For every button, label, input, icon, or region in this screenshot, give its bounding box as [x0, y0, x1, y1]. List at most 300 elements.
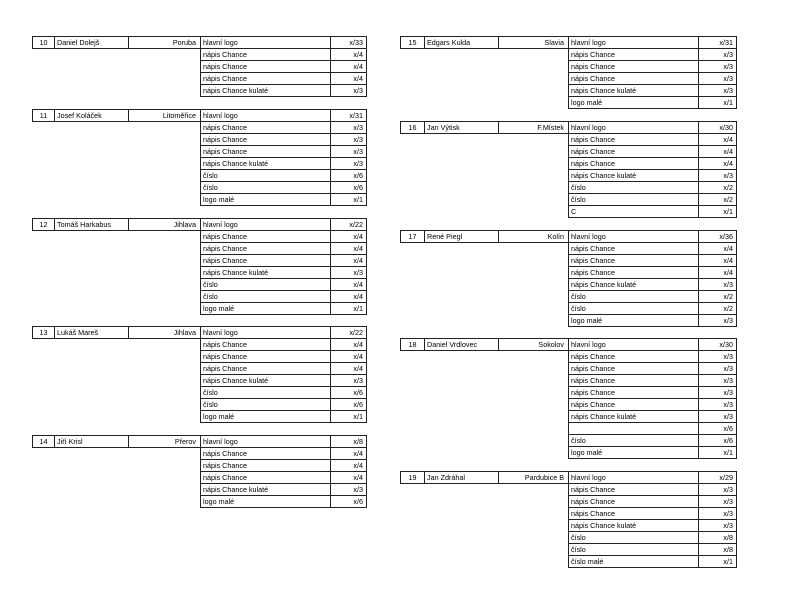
player-number: 14: [33, 436, 55, 448]
empty-cell: [499, 266, 569, 278]
item-label: číslo: [569, 544, 699, 556]
empty-cell: [55, 133, 129, 145]
item-label: nápis Chance: [201, 363, 331, 375]
empty-cell: [425, 278, 499, 290]
table-row: [401, 145, 737, 157]
table-row: [401, 387, 737, 399]
player-number: 10: [33, 37, 55, 49]
table-row: [33, 254, 367, 266]
empty-cell: [499, 133, 569, 145]
empty-cell: [499, 254, 569, 266]
empty-cell: [33, 121, 55, 133]
item-label: hlavní logo: [201, 109, 331, 121]
empty-cell: [499, 302, 569, 314]
empty-cell: [499, 157, 569, 169]
empty-cell: [401, 532, 425, 544]
player-block: [32, 218, 366, 315]
item-count: x/6: [331, 169, 367, 181]
table-row: [33, 460, 367, 472]
empty-cell: [401, 73, 425, 85]
table-row: [33, 230, 367, 242]
empty-cell: [425, 242, 499, 254]
item-label: hlavní logo: [201, 37, 331, 49]
item-count: x/3: [699, 411, 737, 423]
empty-cell: [499, 435, 569, 447]
player-name: Josef Koláček: [55, 109, 129, 121]
table-row: [401, 181, 737, 193]
left-column: [32, 36, 366, 520]
empty-cell: [425, 266, 499, 278]
item-label: číslo: [569, 290, 699, 302]
table-row: [33, 49, 367, 61]
item-label: hlavní logo: [569, 37, 699, 49]
empty-cell: [425, 133, 499, 145]
item-label: nápis Chance: [201, 49, 331, 61]
empty-cell: [499, 532, 569, 544]
item-count: x/1: [699, 205, 737, 217]
empty-cell: [55, 290, 129, 302]
item-label: nápis Chance: [569, 157, 699, 169]
player-table: [400, 121, 737, 218]
item-label: nápis Chance: [569, 133, 699, 145]
empty-cell: [499, 242, 569, 254]
item-label: [569, 423, 699, 435]
player-block: [32, 36, 366, 97]
empty-cell: [129, 230, 201, 242]
item-count: x/3: [331, 133, 367, 145]
empty-cell: [33, 73, 55, 85]
empty-cell: [425, 193, 499, 205]
empty-cell: [401, 61, 425, 73]
item-count: x/3: [699, 351, 737, 363]
empty-cell: [499, 49, 569, 61]
empty-cell: [55, 472, 129, 484]
empty-cell: [55, 339, 129, 351]
empty-cell: [129, 193, 201, 205]
player-table: [400, 36, 737, 109]
item-label: číslo: [569, 532, 699, 544]
empty-cell: [425, 520, 499, 532]
table-row: [33, 375, 367, 387]
table-row: [33, 169, 367, 181]
empty-cell: [33, 387, 55, 399]
empty-cell: [401, 49, 425, 61]
item-count: x/6: [331, 399, 367, 411]
item-count: x/3: [699, 169, 737, 181]
player-name: Daniel Vrdlovec: [425, 339, 499, 351]
empty-cell: [55, 375, 129, 387]
table-row: [401, 169, 737, 181]
table-row: [33, 411, 367, 423]
player-name: Daniel Dolejš: [55, 37, 129, 49]
item-count: x/2: [699, 193, 737, 205]
item-label: číslo: [569, 193, 699, 205]
empty-cell: [129, 278, 201, 290]
player-city: Přerov: [129, 436, 201, 448]
table-row: [33, 278, 367, 290]
item-count: x/4: [331, 49, 367, 61]
empty-cell: [499, 145, 569, 157]
item-label: nápis Chance: [201, 448, 331, 460]
item-label: číslo: [201, 290, 331, 302]
empty-cell: [33, 266, 55, 278]
item-label: hlavní logo: [569, 339, 699, 351]
table-row: [401, 266, 737, 278]
item-count: x/31: [699, 37, 737, 49]
empty-cell: [499, 278, 569, 290]
item-label: hlavní logo: [569, 230, 699, 242]
empty-cell: [55, 145, 129, 157]
empty-cell: [129, 157, 201, 169]
item-label: hlavní logo: [201, 436, 331, 448]
item-count: x/4: [699, 242, 737, 254]
item-count: x/3: [699, 496, 737, 508]
table-row: [33, 133, 367, 145]
table-row: [33, 145, 367, 157]
player-name: Edgars Kulda: [425, 37, 499, 49]
table-row: [401, 423, 737, 435]
empty-cell: [401, 544, 425, 556]
item-label: nápis Chance kulaté: [201, 484, 331, 496]
empty-cell: [499, 290, 569, 302]
empty-cell: [499, 85, 569, 97]
item-label: nápis Chance kulaté: [569, 169, 699, 181]
table-row: [33, 37, 367, 49]
table-row: [401, 254, 737, 266]
item-count: x/3: [699, 278, 737, 290]
item-count: x/3: [699, 49, 737, 61]
item-label: hlavní logo: [201, 327, 331, 339]
player-block: [32, 109, 366, 206]
empty-cell: [401, 447, 425, 459]
item-count: x/4: [699, 145, 737, 157]
item-count: x/3: [699, 375, 737, 387]
empty-cell: [425, 73, 499, 85]
table-row: [33, 242, 367, 254]
item-count: x/3: [699, 363, 737, 375]
item-label: logo malé: [201, 411, 331, 423]
empty-cell: [33, 351, 55, 363]
table-row: [401, 193, 737, 205]
table-row: [401, 73, 737, 85]
player-block: [400, 36, 736, 109]
empty-cell: [499, 399, 569, 411]
empty-cell: [129, 411, 201, 423]
empty-cell: [401, 181, 425, 193]
item-label: logo malé: [201, 496, 331, 508]
player-name: Jiří Krisl: [55, 436, 129, 448]
item-count: x/4: [699, 254, 737, 266]
table-row: [401, 37, 737, 49]
item-label: nápis Chance: [569, 49, 699, 61]
item-label: číslo: [201, 387, 331, 399]
empty-cell: [401, 423, 425, 435]
player-number: 13: [33, 327, 55, 339]
empty-cell: [499, 375, 569, 387]
empty-cell: [55, 399, 129, 411]
empty-cell: [401, 278, 425, 290]
player-city: F.Místek: [499, 121, 569, 133]
empty-cell: [129, 254, 201, 266]
item-count: x/3: [699, 399, 737, 411]
item-count: x/3: [331, 157, 367, 169]
empty-cell: [33, 496, 55, 508]
item-count: x/33: [331, 37, 367, 49]
item-label: hlavní logo: [201, 218, 331, 230]
table-row: [401, 314, 737, 326]
table-row: [33, 121, 367, 133]
empty-cell: [499, 411, 569, 423]
empty-cell: [425, 181, 499, 193]
table-row: [33, 339, 367, 351]
empty-cell: [33, 363, 55, 375]
item-label: číslo: [201, 169, 331, 181]
player-block: [400, 230, 736, 327]
player-table: [32, 326, 367, 423]
item-label: nápis Chance kulaté: [569, 278, 699, 290]
item-label: logo malé: [569, 447, 699, 459]
empty-cell: [55, 169, 129, 181]
table-row: [401, 242, 737, 254]
item-label: nápis Chance: [569, 508, 699, 520]
empty-cell: [55, 157, 129, 169]
empty-cell: [401, 484, 425, 496]
item-count: x/4: [331, 290, 367, 302]
table-row: [33, 266, 367, 278]
player-city: Jihlava: [129, 327, 201, 339]
item-count: x/1: [699, 447, 737, 459]
item-count: x/22: [331, 218, 367, 230]
empty-cell: [55, 193, 129, 205]
empty-cell: [55, 230, 129, 242]
empty-cell: [425, 49, 499, 61]
item-label: číslo: [569, 181, 699, 193]
player-city: Slavia: [499, 37, 569, 49]
item-label: nápis Chance kulaté: [201, 375, 331, 387]
empty-cell: [499, 508, 569, 520]
table-row: [33, 61, 367, 73]
player-table: [32, 109, 367, 206]
player-number: 15: [401, 37, 425, 49]
empty-cell: [499, 520, 569, 532]
empty-cell: [129, 266, 201, 278]
empty-cell: [425, 435, 499, 447]
item-count: x/1: [699, 556, 737, 568]
empty-cell: [499, 314, 569, 326]
item-label: nápis Chance: [569, 351, 699, 363]
table-row: [401, 97, 737, 109]
empty-cell: [33, 169, 55, 181]
player-table: [32, 36, 367, 97]
empty-cell: [129, 399, 201, 411]
empty-cell: [55, 73, 129, 85]
item-count: x/4: [331, 448, 367, 460]
empty-cell: [401, 496, 425, 508]
table-row: [33, 73, 367, 85]
empty-cell: [401, 508, 425, 520]
empty-cell: [499, 363, 569, 375]
empty-cell: [129, 242, 201, 254]
empty-cell: [425, 205, 499, 217]
player-table: [32, 218, 367, 315]
item-label: logo malé: [569, 97, 699, 109]
table-row: [401, 363, 737, 375]
player-city: Jihlava: [129, 218, 201, 230]
player-table: [400, 230, 737, 327]
table-row: [33, 448, 367, 460]
empty-cell: [55, 387, 129, 399]
empty-cell: [425, 411, 499, 423]
table-row: [33, 387, 367, 399]
empty-cell: [55, 85, 129, 97]
item-label: číslo: [201, 399, 331, 411]
empty-cell: [401, 254, 425, 266]
empty-cell: [129, 302, 201, 314]
item-count: x/36: [699, 230, 737, 242]
empty-cell: [129, 351, 201, 363]
empty-cell: [129, 133, 201, 145]
empty-cell: [55, 448, 129, 460]
item-label: nápis Chance: [569, 496, 699, 508]
item-label: nápis Chance: [569, 375, 699, 387]
empty-cell: [33, 339, 55, 351]
table-row: [33, 484, 367, 496]
empty-cell: [129, 85, 201, 97]
empty-cell: [425, 290, 499, 302]
empty-cell: [55, 278, 129, 290]
item-label: nápis Chance kulaté: [569, 520, 699, 532]
empty-cell: [33, 411, 55, 423]
empty-cell: [401, 133, 425, 145]
item-count: x/1: [331, 411, 367, 423]
item-count: x/8: [699, 532, 737, 544]
player-block: [400, 471, 736, 568]
empty-cell: [401, 387, 425, 399]
table-row: [401, 49, 737, 61]
empty-cell: [401, 157, 425, 169]
table-row: [401, 472, 737, 484]
item-label: nápis Chance: [569, 399, 699, 411]
empty-cell: [425, 157, 499, 169]
empty-cell: [425, 169, 499, 181]
table-row: [401, 85, 737, 97]
empty-cell: [129, 375, 201, 387]
item-count: x/2: [699, 302, 737, 314]
empty-cell: [129, 339, 201, 351]
table-row: [401, 508, 737, 520]
table-row: [33, 193, 367, 205]
player-city: Kolín: [499, 230, 569, 242]
empty-cell: [33, 472, 55, 484]
player-city: Sokolov: [499, 339, 569, 351]
empty-cell: [33, 145, 55, 157]
table-row: [401, 121, 737, 133]
empty-cell: [499, 484, 569, 496]
empty-cell: [401, 193, 425, 205]
player-city: Litoměřice: [129, 109, 201, 121]
table-row: [33, 351, 367, 363]
player-name: René Piegl: [425, 230, 499, 242]
empty-cell: [33, 484, 55, 496]
player-block: [32, 435, 366, 508]
player-table: [400, 471, 737, 568]
item-label: nápis Chance: [569, 61, 699, 73]
table-row: [401, 375, 737, 387]
empty-cell: [425, 97, 499, 109]
item-count: x/4: [331, 73, 367, 85]
item-label: nápis Chance: [569, 266, 699, 278]
table-row: [33, 472, 367, 484]
empty-cell: [425, 254, 499, 266]
item-count: x/4: [331, 242, 367, 254]
item-count: x/3: [331, 266, 367, 278]
table-row: [401, 133, 737, 145]
empty-cell: [425, 387, 499, 399]
empty-cell: [425, 375, 499, 387]
item-count: x/30: [699, 339, 737, 351]
empty-cell: [401, 363, 425, 375]
item-count: x/1: [699, 97, 737, 109]
empty-cell: [129, 121, 201, 133]
item-label: nápis Chance kulaté: [201, 157, 331, 169]
empty-cell: [33, 448, 55, 460]
empty-cell: [129, 61, 201, 73]
empty-cell: [401, 302, 425, 314]
empty-cell: [401, 435, 425, 447]
table-row: [33, 363, 367, 375]
item-label: nápis Chance: [569, 145, 699, 157]
empty-cell: [425, 314, 499, 326]
item-count: x/1: [331, 193, 367, 205]
item-count: x/3: [699, 520, 737, 532]
item-label: nápis Chance: [201, 351, 331, 363]
table-row: [401, 230, 737, 242]
empty-cell: [401, 97, 425, 109]
item-count: x/6: [331, 387, 367, 399]
item-label: nápis Chance kulaté: [569, 85, 699, 97]
empty-cell: [55, 351, 129, 363]
empty-cell: [425, 484, 499, 496]
empty-cell: [499, 387, 569, 399]
player-block: [32, 326, 366, 423]
item-label: C: [569, 205, 699, 217]
table-row: [401, 520, 737, 532]
empty-cell: [33, 302, 55, 314]
table-row: [401, 351, 737, 363]
empty-cell: [55, 496, 129, 508]
empty-cell: [499, 423, 569, 435]
empty-cell: [33, 49, 55, 61]
empty-cell: [129, 181, 201, 193]
item-count: x/4: [331, 230, 367, 242]
player-table: [32, 435, 367, 508]
item-count: x/3: [331, 121, 367, 133]
empty-cell: [33, 61, 55, 73]
empty-cell: [499, 351, 569, 363]
item-label: logo malé: [201, 193, 331, 205]
empty-cell: [499, 73, 569, 85]
item-label: nápis Chance: [201, 61, 331, 73]
item-count: x/6: [699, 423, 737, 435]
empty-cell: [401, 314, 425, 326]
empty-cell: [401, 351, 425, 363]
item-label: nápis Chance: [201, 339, 331, 351]
item-count: x/4: [331, 254, 367, 266]
table-row: [33, 218, 367, 230]
empty-cell: [499, 61, 569, 73]
item-count: x/3: [699, 314, 737, 326]
item-count: x/4: [331, 278, 367, 290]
